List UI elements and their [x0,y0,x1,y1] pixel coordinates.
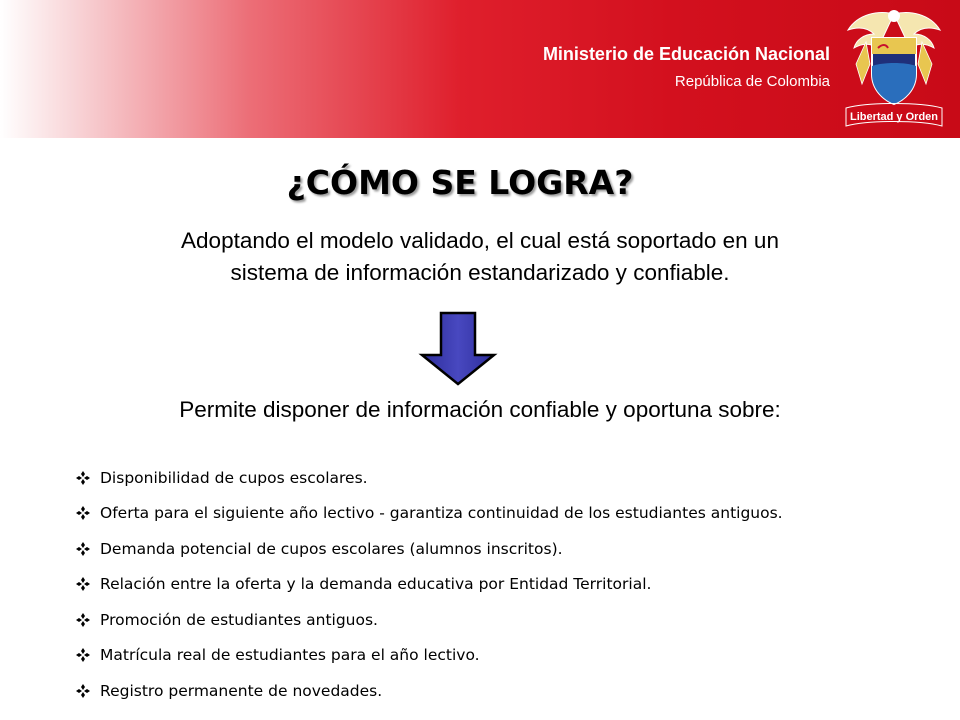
colombia-coat-of-arms-icon [838,4,950,132]
diamond-bullet-icon [76,471,100,485]
ministry-block [543,44,830,90]
diamond-bullet-icon [76,648,100,662]
lead-sentence: Permite disponer de información confiable y oportuna sobre: [179,397,781,422]
intro-line-1: Adoptando el modelo validado, el cual está soportado en un [181,228,779,253]
list-item [76,602,783,638]
ministry-name: Ministerio de Educación Nacional [542,44,830,64]
list-item [76,638,783,674]
country-name: República de Colombia [674,73,830,90]
bullet-text: Registro permanente de novedades. [100,681,383,700]
diamond-bullet-icon [76,577,100,591]
bullet-text: Disponibilidad de cupos escolares. [100,468,368,487]
list-item [76,567,783,603]
header-banner [0,0,960,138]
seal-motto: Libertad y Orden [849,111,939,123]
bullet-text: Promoción de estudiantes antiguos. [100,610,378,629]
list-item [76,673,783,709]
list-item [76,496,783,532]
slide-title: ¿CÓMO SE LOGRA? [286,163,634,202]
intro-paragraph [40,225,920,289]
down-arrow-icon [418,311,498,387]
diamond-bullet-icon [76,506,100,520]
list-item [76,460,783,496]
diamond-bullet-icon [76,613,100,627]
bullet-list [76,460,783,709]
intro-line-2: sistema de información estandarizado y confiable. [230,260,730,285]
diamond-bullet-icon [76,684,100,698]
list-item [76,531,783,567]
bullet-text: Oferta para el siguiente año lectivo - garantiza continuidad de los estudiantes antiguos. [100,504,783,523]
bullet-text: Matrícula real de estudiantes para el año lectivo. [100,646,480,665]
bullet-text: Demanda potencial de cupos escolares (alumnos inscritos). [100,539,563,558]
bullet-text: Relación entre la oferta y la demanda educativa por Entidad Territorial. [100,575,652,594]
diamond-bullet-icon [76,542,100,556]
